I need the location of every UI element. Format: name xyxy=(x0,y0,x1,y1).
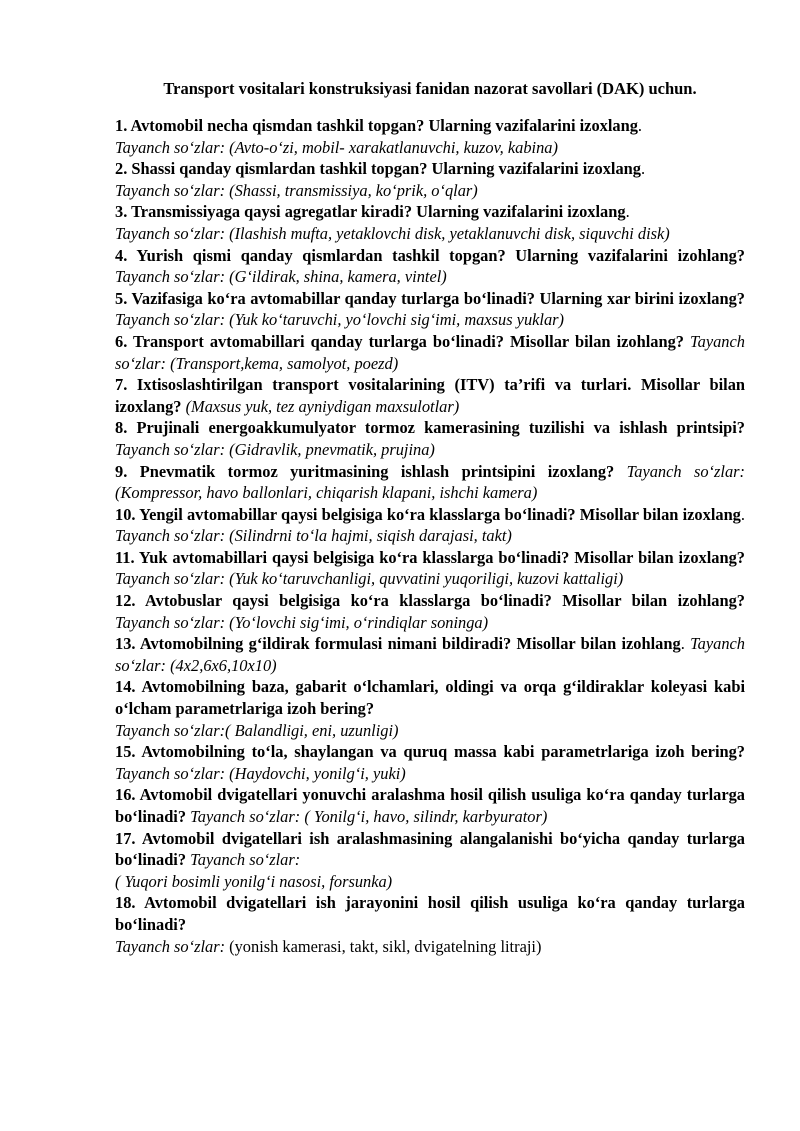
keywords: ( Yonilg‘i, havo, silindr, karbyurator) xyxy=(300,807,548,826)
keywords: ( Balandligi, eni, uzunligi) xyxy=(225,720,399,740)
keywords-label: Tayanch so‘zlar: xyxy=(190,850,301,870)
keywords: (Yuk ko‘taruvchanligi, quvvatini yuqoriligi, kuzovi kattaligi) xyxy=(225,569,624,589)
keywords: ( Yuqori bosimli yonilg‘i nasosi, forsunka) xyxy=(115,871,393,891)
separator xyxy=(614,462,626,481)
keywords: (yonish kamerasi, takt, sikl, dvigatelning litraji) xyxy=(225,936,542,956)
question-text: 13. Avtomobilning g‘ildirak formulasi nimani bildiradi? Misollar bilan izohlang xyxy=(115,634,681,654)
question-text: 10. Yengil avtomabillar qaysi belgisiga ko‘ra klasslarga bo‘linadi? Misollar bilan izoxlang xyxy=(115,504,741,524)
question-1 xyxy=(115,115,745,158)
question-2 xyxy=(115,158,745,201)
separator: . xyxy=(637,116,643,135)
keywords-label: Tayanch so‘zlar: xyxy=(115,137,226,157)
question-12 xyxy=(115,590,745,633)
question-15 xyxy=(115,741,745,784)
question-3 xyxy=(115,201,745,244)
keywords: (Yuk ko‘taruvchi, yo‘lovchi sig‘imi, maxsus yuklar) xyxy=(225,310,565,330)
document-page xyxy=(115,72,745,957)
question-text: 17. Avtomobil dvigatellari ish aralashmasining alangalanishi bo‘yicha qanday turlarga bo‘linadi? xyxy=(115,828,745,870)
question-text: 12. Avtobuslar qaysi belgisiga ko‘ra klasslarga bo‘linadi? Misollar bilan izohlang? xyxy=(115,591,745,611)
question-10 xyxy=(115,504,745,547)
separator: . xyxy=(740,504,745,524)
keywords: (Maxsus yuk, tez ayniydigan maxsulotlar) xyxy=(185,396,460,416)
question-text: 14. Avtomobilning baza, gabarit o‘lchamlari, oldingi va orqa g‘ildiraklar koleyasi kabi o‘lcham parametrlariga izoh bering? xyxy=(115,677,745,719)
keywords: (Yo‘lovchi sig‘imi, o‘rindiqlar soninga) xyxy=(225,612,489,632)
question-text: 6. Transport avtomabillari qanday turlarga bo‘linadi? Misollar bilan izohlang? xyxy=(115,331,684,351)
question-text: 9. Pnevmatik tormoz yuritmasining ishlash printsipini izoxlang? xyxy=(115,461,615,481)
keywords-label: Tayanch so‘zlar: xyxy=(115,634,746,675)
keywords: (Avto-o‘zi, mobil- xarakatlanuvchi, kuzov, kabina) xyxy=(225,137,558,157)
keywords: (4x2,6x6,10x10) xyxy=(166,655,277,675)
keywords-label: Tayanch so‘zlar: xyxy=(115,526,226,546)
keywords-label: Tayanch so‘zlar: xyxy=(115,612,226,632)
question-16 xyxy=(115,784,745,827)
question-text: 5. Vazifasiga ko‘ra avtomabillar qanday turlarga bo‘linadi? Ularning xar birini izoxlang? xyxy=(115,288,745,308)
question-text: 2. Shassi qanday qismlardan tashkil topgan? Ularning vazifalarini izoxlang xyxy=(115,159,641,179)
question-7 xyxy=(115,374,745,417)
keywords-label: Tayanch so‘zlar: xyxy=(626,461,745,481)
question-text: 8. Prujinali energoakkumulyator tormoz kamerasining tuzilishi va ishlash printsipi? xyxy=(115,418,745,438)
keywords: (Transport,kema, samolyot, poezd) xyxy=(166,353,399,373)
keywords: (Kompressor, havo ballonlari, chiqarish klapani, ishchi kamera) xyxy=(115,483,538,503)
keywords: (G‘ildirak, shina, kamera, vintel) xyxy=(225,267,447,287)
question-text: 3. Transmissiyaga qaysi agregatlar kiradi? Ularning vazifalarini izoxlang xyxy=(115,202,626,222)
question-4 xyxy=(115,245,745,288)
question-18 xyxy=(115,892,745,957)
question-11 xyxy=(115,547,745,590)
document-title: Transport vositalari konstruksiyasi fanidan nazorat savollari (DAK) uchun. xyxy=(163,79,697,98)
question-9 xyxy=(115,461,745,504)
question-6 xyxy=(115,331,745,374)
keywords-label: Tayanch so‘zlar: xyxy=(115,267,226,287)
keywords: (Gidravlik, pnevmatik, prujina) xyxy=(225,439,435,459)
question-5 xyxy=(115,288,745,331)
question-14 xyxy=(115,676,745,741)
separator: . xyxy=(640,159,646,179)
question-text: 11. Yuk avtomabillari qaysi belgisiga ko‘ra klasslarga bo‘linadi? Misollar bilan izoxlang? xyxy=(115,547,745,567)
keywords-label: Tayanch so‘zlar: xyxy=(115,569,226,589)
keywords-label: Tayanch so‘zlar: xyxy=(115,720,226,740)
keywords-label: Tayanch so‘zlar: xyxy=(115,310,226,330)
keywords: (Silindrni to‘la hajmi, siqish darajasi, takt) xyxy=(225,526,512,546)
keywords-label: Tayanch so‘zlar: xyxy=(115,223,226,243)
question-17 xyxy=(115,828,745,893)
keywords: (Haydovchi, yonilg‘i, yuki) xyxy=(225,763,406,783)
question-8 xyxy=(115,417,745,460)
keywords-label: Tayanch so‘zlar: xyxy=(190,807,301,826)
question-text: 7. Ixtisoslashtirilgan transport vositalarining (ITV) ta’rifi va turlari. Misollar bilan izoxlang? xyxy=(115,375,745,416)
question-text: 4. Yurish qismi qanday qismlardan tashkil topgan? Ularning vazifalarini izohlang? xyxy=(115,245,745,265)
keywords-label: Tayanch so‘zlar: xyxy=(115,936,226,956)
keywords: (Shassi, transmissiya, ko‘prik, o‘qlar) xyxy=(225,180,478,200)
question-text: 15. Avtomobilning to‘la, shaylangan va quruq massa kabi parametrlariga izoh bering? xyxy=(115,742,745,762)
question-13 xyxy=(115,633,745,676)
keywords-label: Tayanch so‘zlar: xyxy=(115,180,226,200)
keywords-label: Tayanch so‘zlar: xyxy=(115,331,745,373)
separator: . xyxy=(625,202,630,222)
question-text: 16. Avtomobil dvigatellari yonuvchi aralashma hosil qilish usuliga ko‘ra qanday turlarga bo‘linadi? xyxy=(115,785,745,826)
keywords-label: Tayanch so‘zlar: xyxy=(115,763,226,783)
question-text: 18. Avtomobil dvigatellari ish jarayonini hosil qilish usuliga ko‘ra qanday turlarga bo‘linadi? xyxy=(115,893,745,934)
keywords: (Ilashish mufta, yetaklovchi disk, yetaklanuvchi disk, siquvchi disk) xyxy=(225,223,670,243)
separator: . xyxy=(680,634,691,654)
question-text: 1. Avtomobil necha qismdan tashkil topgan? Ularning vazifalarini izoxlang xyxy=(115,116,638,135)
keywords-label: Tayanch so‘zlar: xyxy=(115,439,226,459)
